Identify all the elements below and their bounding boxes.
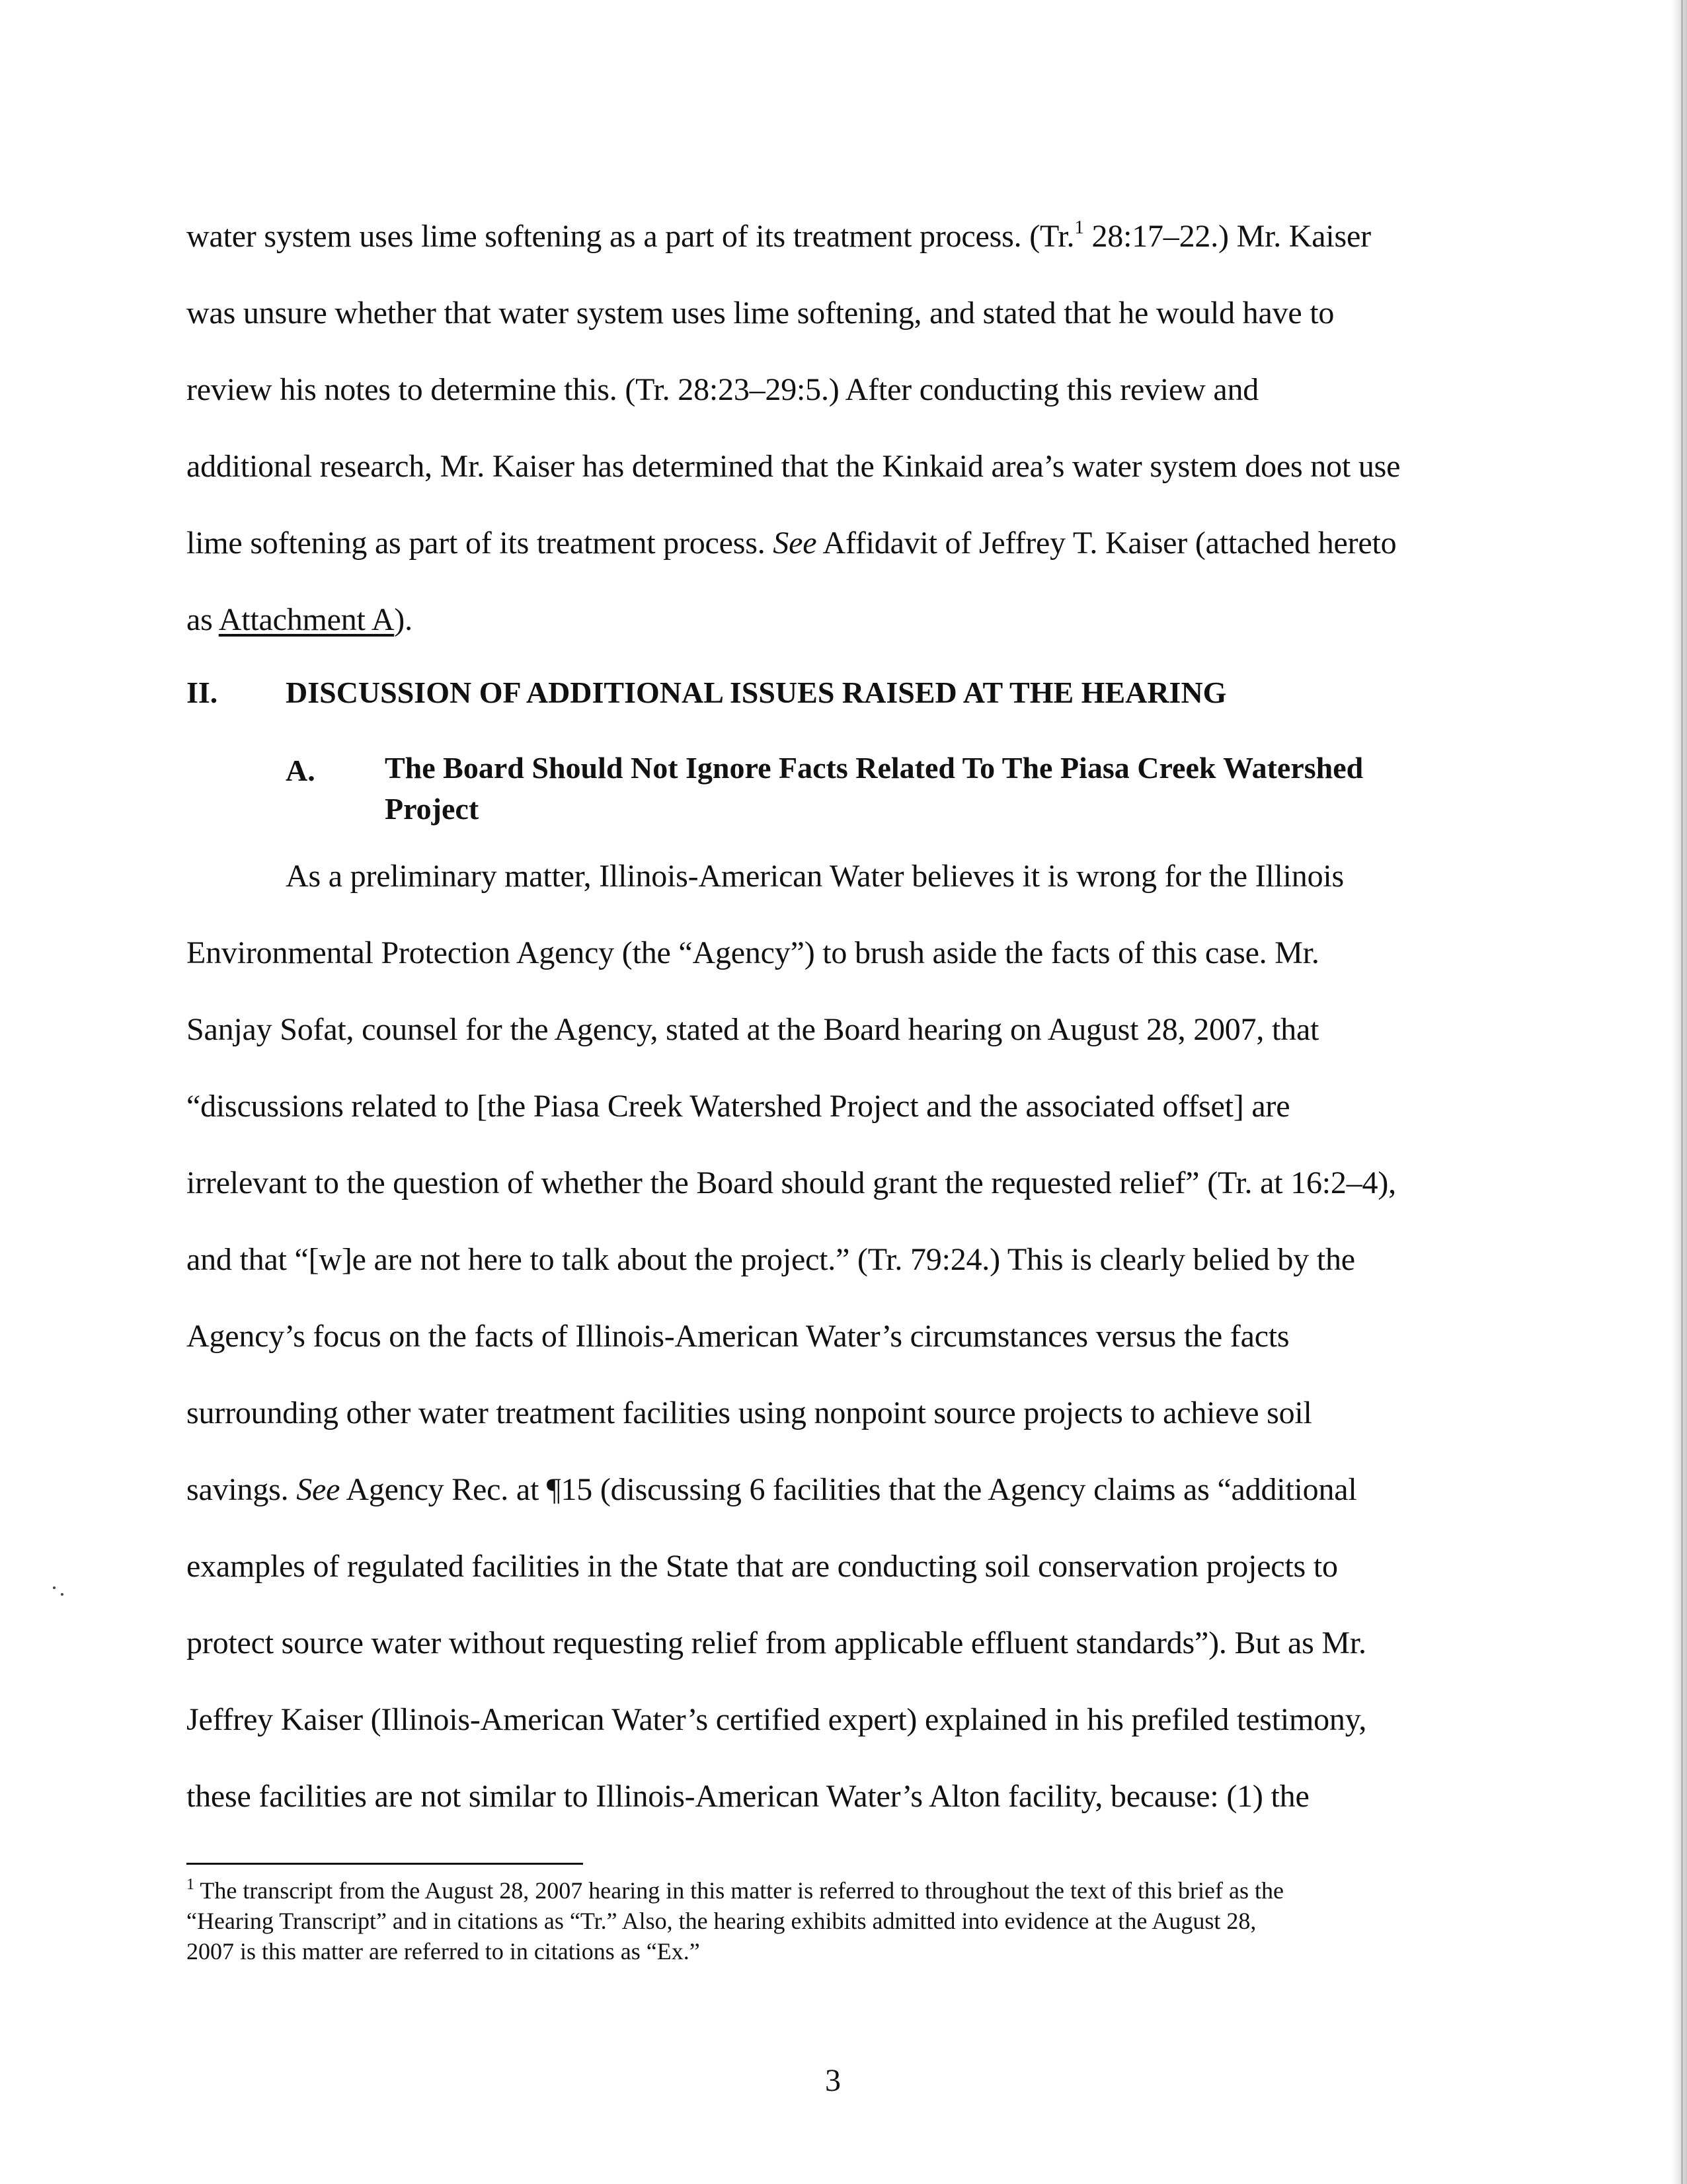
subsection-heading-line-2: Project <box>385 792 479 826</box>
para-line-12: Jeffrey Kaiser (Illinois-American Water’s certified expert) explained in his prefiled testimony, <box>186 1702 1367 1737</box>
footnote-marker: 1 <box>186 1876 194 1893</box>
body-line-5-text-end: Affidavit of Jeffrey T. Kaiser (attached hereto <box>816 526 1397 561</box>
attachment-a-reference: Attachment A <box>218 602 395 637</box>
para-line-9-text-end: Agency Rec. at ¶15 (discussing 6 facilities that the Agency claims as “additional <box>340 1472 1357 1507</box>
body-line-5-text: lime softening as part of its treatment process. <box>186 526 773 561</box>
body-line-5 <box>186 524 1396 563</box>
body-line-3: review his notes to determine this. (Tr. 28:23–29:5.) After conducting this review and <box>186 372 1259 407</box>
para-line-1: As a preliminary matter, Illinois-American Water believes it is wrong for the Illinois <box>286 859 1345 894</box>
body-line-1 <box>186 217 1371 256</box>
para-line-11: protect source water without requesting relief from applicable effluent standards”). But as Mr. <box>186 1625 1366 1660</box>
body-line-6-text: as <box>186 602 219 637</box>
body-line-1-text: water system uses lime softening as a part of its treatment process. (Tr. <box>186 219 1075 254</box>
para-line-4: “discussions related to [the Piasa Creek Watershed Project and the associated offset] are <box>186 1089 1290 1124</box>
footnote-line-1 <box>186 1876 1284 1905</box>
para-line-8: surrounding other water treatment facilities using nonpoint source projects to achieve soil <box>186 1395 1312 1430</box>
subsection-letter: A. <box>286 754 315 787</box>
page-edge-shadow <box>1671 0 1687 2184</box>
body-line-2: was unsure whether that water system uses lime softening, and stated that he would have to <box>186 295 1335 331</box>
page-edge-line <box>1681 0 1683 2184</box>
para-line-13: these facilities are not similar to Illinois-American Water’s Alton facility, because: (1) the <box>186 1779 1310 1814</box>
para-line-3: Sanjay Sofat, counsel for the Agency, stated at the Board hearing on August 28, 2007, that <box>186 1012 1319 1047</box>
scan-speck <box>61 1593 63 1596</box>
para-line-10: examples of regulated facilities in the State that are conducting soil conservation projects to <box>186 1549 1338 1584</box>
section-heading: DISCUSSION OF ADDITIONAL ISSUES RAISED AT THE HEARING <box>286 676 1227 709</box>
para-line-7: Agency’s focus on the facts of Illinois-American Water’s circumstances versus the facts <box>186 1319 1290 1354</box>
body-line-6-text-end: ). <box>394 602 412 637</box>
footnote-reference-1: 1 <box>1074 217 1084 238</box>
para-line-5: irrelevant to the question of whether the Board should grant the requested relief” (Tr. at 16:2–4), <box>186 1165 1396 1200</box>
subsection-heading-line-1: The Board Should Not Ignore Facts Related To The Piasa Creek Watershed <box>385 751 1364 785</box>
body-line-6 <box>186 600 412 640</box>
section-number: II. <box>186 676 218 709</box>
para-line-9-text: savings. <box>186 1472 297 1507</box>
footnote-line-2: “Hearing Transcript” and in citations as “Tr.” Also, the hearing exhibits admitted into evidence at the August 28, <box>186 1908 1257 1934</box>
body-line-4: additional research, Mr. Kaiser has determined that the Kinkaid area’s water system does not use <box>186 449 1401 484</box>
para-line-9 <box>186 1470 1357 1510</box>
body-line-1-text-end: 28:17–22.) Mr. Kaiser <box>1083 219 1371 254</box>
footnote-separator <box>186 1863 583 1865</box>
footnote-line-3: 2007 is this matter are referred to in citations as “Ex.” <box>186 1938 700 1965</box>
para-line-6: and that “[w]e are not here to talk about the project.” (Tr. 79:24.) This is clearly belied by the <box>186 1242 1355 1277</box>
page-number: 3 <box>825 2063 841 2098</box>
footnote-line-1-text: The transcript from the August 28, 2007 hearing in this matter is referred to throughout the text of this brief as the <box>194 1877 1284 1904</box>
scan-speck <box>53 1586 56 1589</box>
citation-signal-see-2: See <box>296 1472 340 1507</box>
citation-signal-see: See <box>773 526 817 561</box>
para-line-2: Environmental Protection Agency (the “Agency”) to brush aside the facts of this case. Mr. <box>186 935 1319 970</box>
